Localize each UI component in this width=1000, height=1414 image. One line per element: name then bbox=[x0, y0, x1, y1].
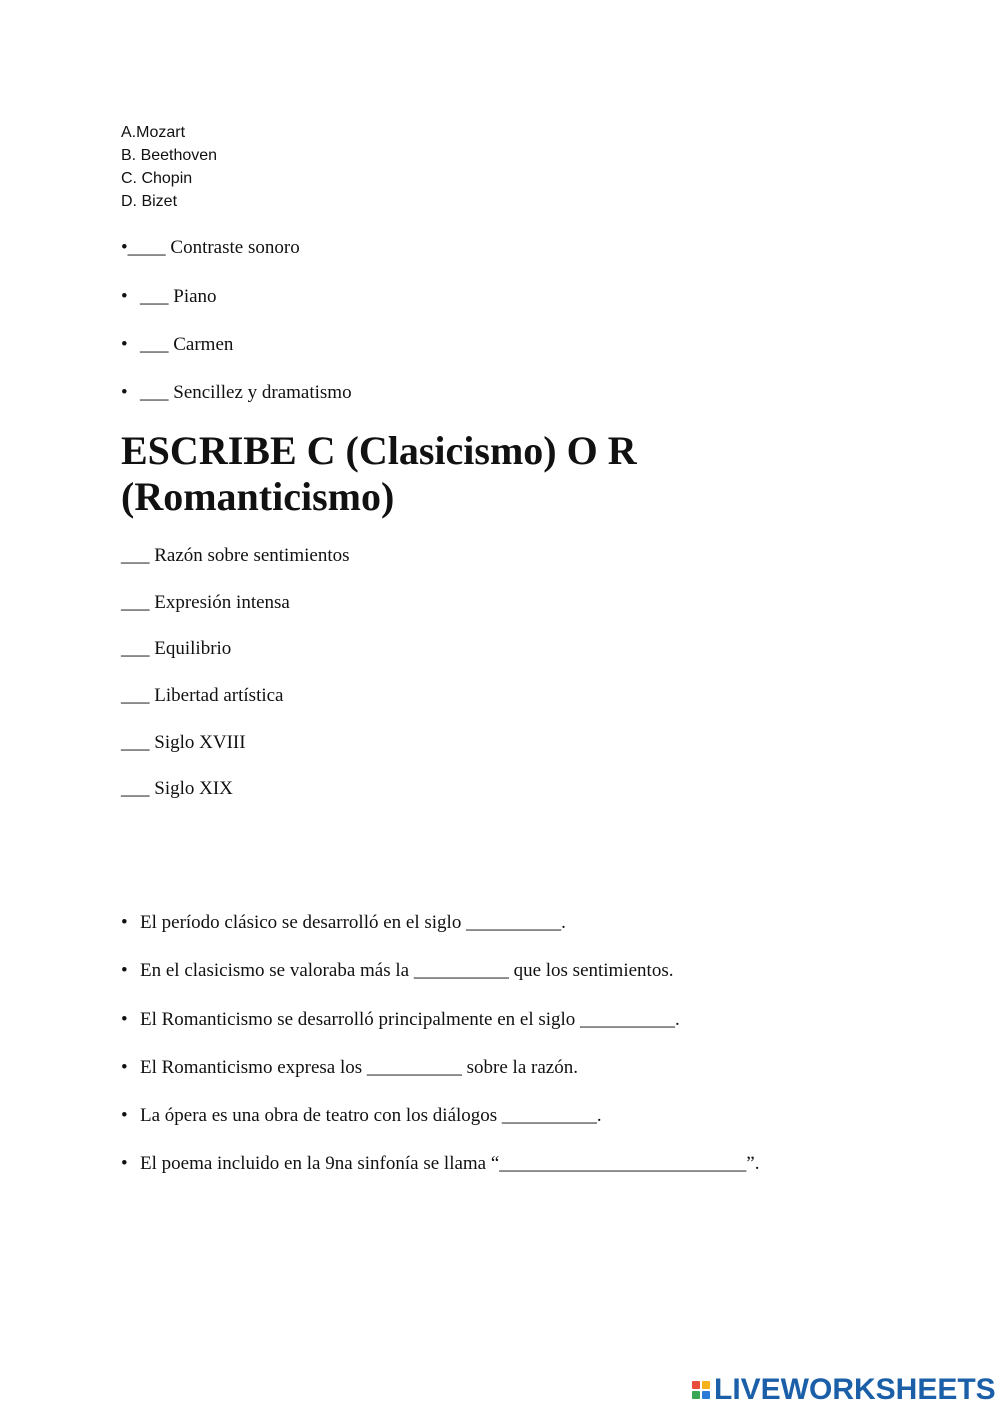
classify-item[interactable]: ___ Siglo XVIII bbox=[121, 732, 246, 753]
fill-item[interactable] bbox=[121, 1057, 578, 1079]
fill-item[interactable] bbox=[121, 1105, 602, 1127]
bullet-icon: • bbox=[121, 1009, 128, 1030]
match-item[interactable] bbox=[121, 334, 233, 356]
logo-text: LIVEWORKSHEETS bbox=[714, 1373, 996, 1406]
logo-square bbox=[702, 1391, 710, 1399]
classify-item[interactable]: ___ Razón sobre sentimientos bbox=[121, 545, 350, 566]
logo-square bbox=[692, 1391, 700, 1399]
fill-item-text: El Romanticismo se desarrolló principalmente en el siglo __________. bbox=[140, 1009, 680, 1030]
match-item-text: ___ Piano bbox=[140, 286, 217, 307]
fill-item-text: En el clasicismo se valoraba más la __________ que los sentimientos. bbox=[140, 960, 674, 981]
classify-item[interactable]: ___ Equilibrio bbox=[121, 638, 232, 659]
match-item[interactable] bbox=[121, 286, 217, 308]
fill-item-text: El poema incluido en la 9na sinfonía se llama “__________________________”. bbox=[140, 1153, 760, 1174]
fill-item-text: El Romanticismo expresa los __________ sobre la razón. bbox=[140, 1057, 578, 1078]
match-item[interactable] bbox=[121, 382, 352, 404]
match-item-text: ___ Sencillez y dramatismo bbox=[140, 382, 352, 403]
composer-options bbox=[121, 121, 217, 213]
bullet-icon: • bbox=[121, 1105, 128, 1126]
classify-item[interactable]: ___ Siglo XIX bbox=[121, 778, 233, 799]
bullet-icon: • bbox=[121, 960, 128, 981]
logo-grid-icon bbox=[692, 1381, 710, 1399]
bullet-icon: • bbox=[121, 1153, 128, 1174]
fill-item[interactable] bbox=[121, 912, 566, 934]
option-c: C. Chopin bbox=[121, 170, 193, 187]
fill-item-text: El período clásico se desarrolló en el siglo __________. bbox=[140, 912, 566, 933]
fill-item[interactable] bbox=[121, 1009, 680, 1031]
classify-item[interactable]: ___ Libertad artística bbox=[121, 685, 284, 706]
bullet-icon: • bbox=[121, 334, 128, 355]
match-item-text: •____ Contraste sonoro bbox=[121, 237, 300, 258]
bullet-icon: • bbox=[121, 286, 128, 307]
match-item[interactable] bbox=[121, 237, 300, 259]
section-heading: ESCRIBE C (Clasicismo) O R (Romanticismo) bbox=[121, 428, 637, 519]
logo-square bbox=[702, 1381, 710, 1389]
bullet-icon: • bbox=[121, 912, 128, 933]
option-a: A.Mozart bbox=[121, 124, 186, 141]
bullet-icon: • bbox=[121, 382, 128, 403]
liveworksheets-logo bbox=[692, 1374, 996, 1406]
logo-square bbox=[692, 1381, 700, 1389]
fill-item[interactable] bbox=[121, 1153, 760, 1175]
bullet-icon: • bbox=[121, 1057, 128, 1078]
option-b: B. Beethoven bbox=[121, 147, 218, 164]
classify-item[interactable]: ___ Expresión intensa bbox=[121, 592, 290, 613]
fill-item[interactable] bbox=[121, 960, 673, 982]
option-d: D. Bizet bbox=[121, 193, 178, 210]
match-item-text: ___ Carmen bbox=[140, 334, 234, 355]
fill-item-text: La ópera es una obra de teatro con los diálogos __________. bbox=[140, 1105, 602, 1126]
